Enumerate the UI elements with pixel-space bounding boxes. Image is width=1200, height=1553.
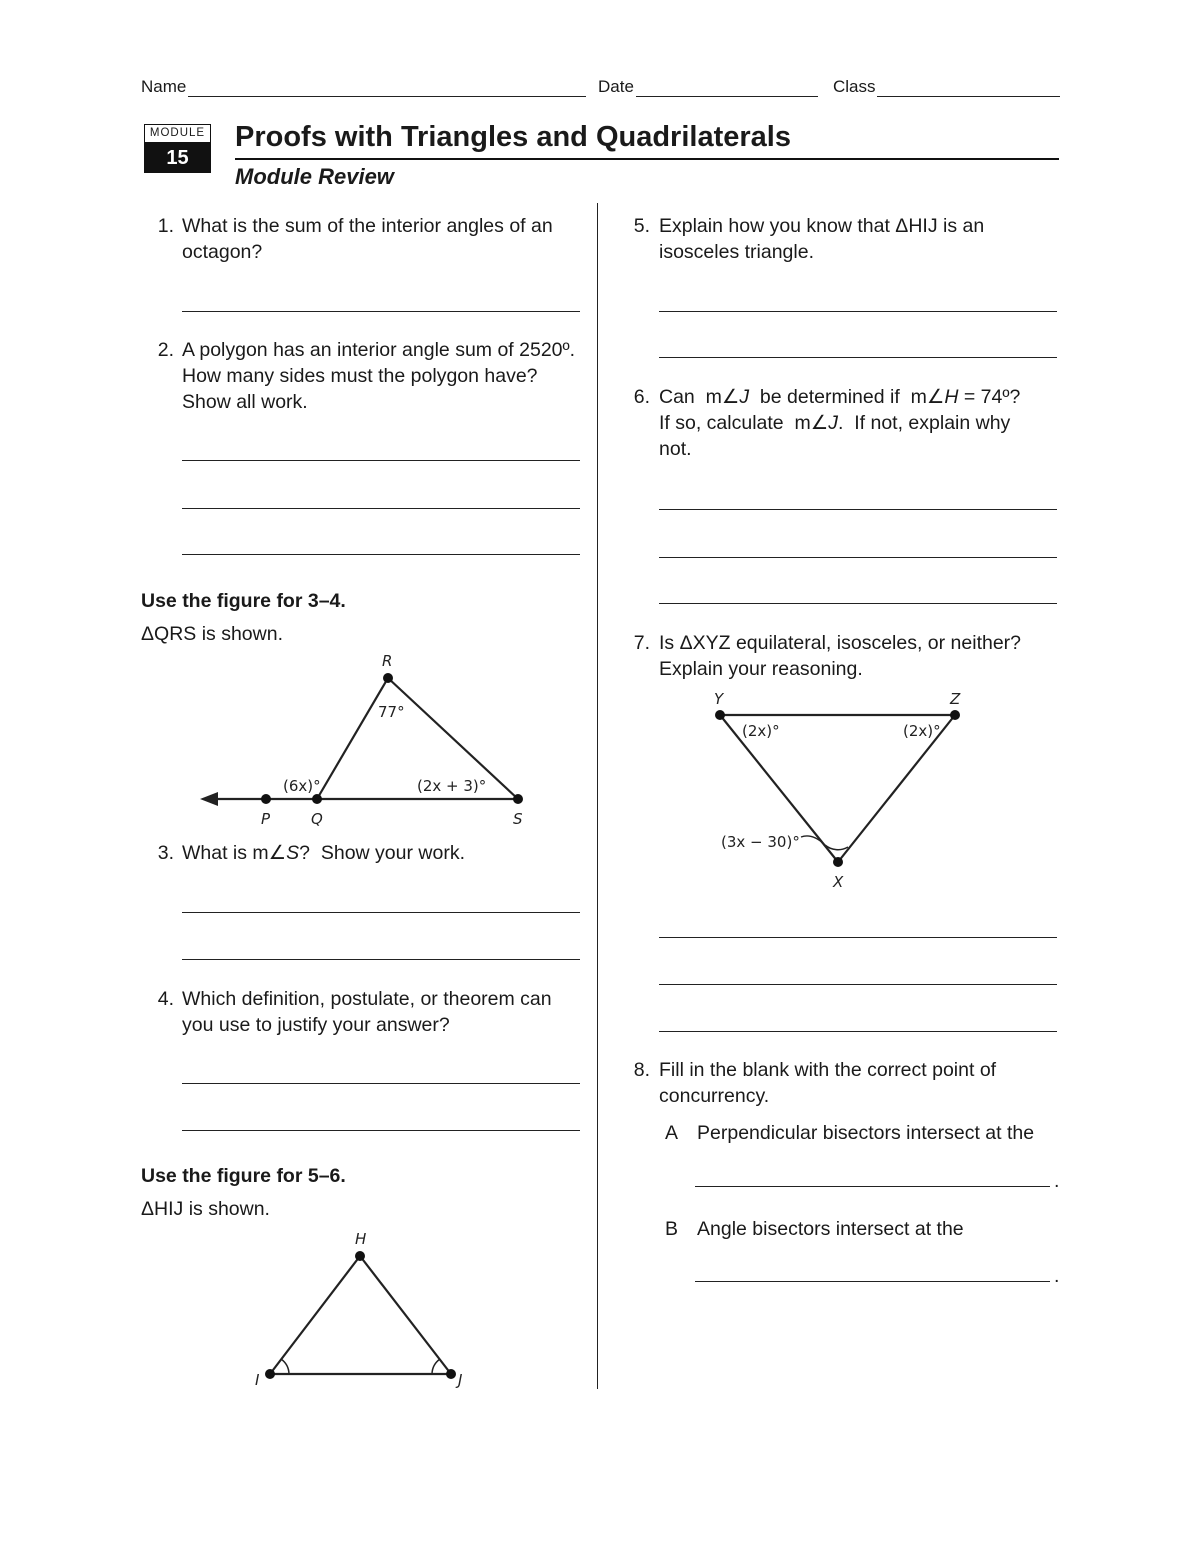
q3-text: What is m∠S? Show your work. <box>182 842 465 864</box>
label-i: I <box>255 1371 260 1389</box>
point-i <box>265 1369 275 1379</box>
q2-answer-line-1[interactable] <box>182 460 580 461</box>
q8-b-period: . <box>1054 1265 1060 1287</box>
column-divider <box>597 203 598 1389</box>
point-q <box>312 794 322 804</box>
title-rule <box>235 158 1059 160</box>
q4-answer-line-1[interactable] <box>182 1083 580 1084</box>
angle-i-arc <box>281 1359 289 1374</box>
q3-number: 3. <box>157 842 174 864</box>
angle-j-arc <box>432 1359 440 1374</box>
q5-text: Explain how you know that ΔHIJ is an isosceles triangle. <box>659 215 985 263</box>
label-z: Z <box>950 690 961 708</box>
q2-answer-line-3[interactable] <box>182 554 580 555</box>
q3-answer-line-1[interactable] <box>182 912 580 913</box>
triangle-xyz-figure <box>700 685 990 895</box>
q4-answer-line-2[interactable] <box>182 1130 580 1131</box>
q1-answer-line[interactable] <box>182 311 580 312</box>
point-p <box>261 794 271 804</box>
side-qr <box>317 678 388 799</box>
label-p: P <box>261 810 271 828</box>
q4-number: 4. <box>157 988 174 1010</box>
page-title: Proofs with Triangles and Quadrilaterals <box>235 121 791 153</box>
triangle-hij-figure <box>240 1222 480 1392</box>
angle-z-label: (2x)° <box>903 722 941 740</box>
q2-answer-line-2[interactable] <box>182 508 580 509</box>
page-subtitle: Module Review <box>235 164 394 189</box>
q8-a-answer-line[interactable] <box>695 1186 1050 1187</box>
point-y <box>715 710 725 720</box>
figure-34-heading: Use the figure for 3–4. <box>141 590 346 612</box>
q5-answer-line-2[interactable] <box>659 357 1057 358</box>
q5-number: 5. <box>633 215 650 237</box>
q6-answer-line-1[interactable] <box>659 509 1057 510</box>
module-badge <box>144 124 211 174</box>
q8-b-text: Angle bisectors intersect at the <box>697 1218 964 1240</box>
figure-34-caption: ΔQRS is shown. <box>141 623 283 645</box>
point-s <box>513 794 523 804</box>
point-z <box>950 710 960 720</box>
q8-a-period: . <box>1054 1170 1060 1192</box>
class-field[interactable] <box>877 96 1060 97</box>
q6-text: Can m∠J be determined if m∠H = 74º? If so, calculate m∠J. If not, explain why not. <box>659 386 1021 460</box>
label-x: X <box>833 873 844 891</box>
date-field[interactable] <box>636 96 818 97</box>
module-badge-label: MODULE <box>144 124 211 143</box>
side-hi <box>270 1256 360 1374</box>
label-y: Y <box>714 690 724 708</box>
label-q: Q <box>311 810 323 828</box>
q8-b-answer-line[interactable] <box>695 1281 1050 1282</box>
angle-s-label: (2x + 3)° <box>417 777 487 795</box>
q7-text: Is ΔXYZ equilateral, isosceles, or neither? Explain your reasoning. <box>659 632 1022 680</box>
angle-r-label: 77° <box>378 703 405 721</box>
class-label: Class <box>833 77 876 96</box>
arrow-head <box>200 792 218 806</box>
date-label: Date <box>598 77 634 96</box>
q7-number: 7. <box>633 632 650 654</box>
q5-answer-line-1[interactable] <box>659 311 1057 312</box>
angle-x-label: (3x − 30)° <box>721 833 800 851</box>
angle-y-label: (2x)° <box>742 722 780 740</box>
q7-answer-line-3[interactable] <box>659 1031 1057 1032</box>
q7-answer-line-2[interactable] <box>659 984 1057 985</box>
q1-number: 1. <box>157 215 174 237</box>
point-j <box>446 1369 456 1379</box>
name-label: Name <box>141 77 187 96</box>
q4-text: Which definition, postulate, or theorem can you use to justify your answer? <box>182 988 552 1036</box>
angle-q-ext-label: (6x)° <box>283 777 321 795</box>
figure-56-heading: Use the figure for 5–6. <box>141 1165 346 1187</box>
q2-number: 2. <box>157 339 174 361</box>
point-h <box>355 1251 365 1261</box>
q7-answer-line-1[interactable] <box>659 937 1057 938</box>
label-h: H <box>355 1230 367 1248</box>
q3-answer-line-2[interactable] <box>182 959 580 960</box>
name-field[interactable] <box>188 96 586 97</box>
q8-a-letter: A <box>665 1122 679 1144</box>
q8-b-letter: B <box>665 1218 679 1240</box>
label-r: R <box>382 652 393 670</box>
q8-number: 8. <box>633 1059 650 1081</box>
q8-a-text: Perpendicular bisectors intersect at the <box>697 1122 1035 1144</box>
q1-text: What is the sum of the interior angles of an octagon? <box>182 215 553 263</box>
q6-answer-line-3[interactable] <box>659 603 1057 604</box>
module-badge-number: 15 <box>144 143 211 173</box>
label-j: J <box>458 1371 463 1389</box>
point-x <box>833 857 843 867</box>
q6-answer-line-2[interactable] <box>659 557 1057 558</box>
q6-number: 6. <box>633 386 650 408</box>
q8-text: Fill in the blank with the correct point of concurrency. <box>659 1059 997 1107</box>
q2-text: A polygon has an interior angle sum of 2520º. How many sides must the polygon have? Show all work. <box>182 339 576 413</box>
point-r <box>383 673 393 683</box>
label-s: S <box>513 810 523 828</box>
triangle-qrs-figure <box>190 645 540 835</box>
side-hj <box>360 1256 451 1374</box>
figure-56-caption: ΔHIJ is shown. <box>141 1198 270 1220</box>
